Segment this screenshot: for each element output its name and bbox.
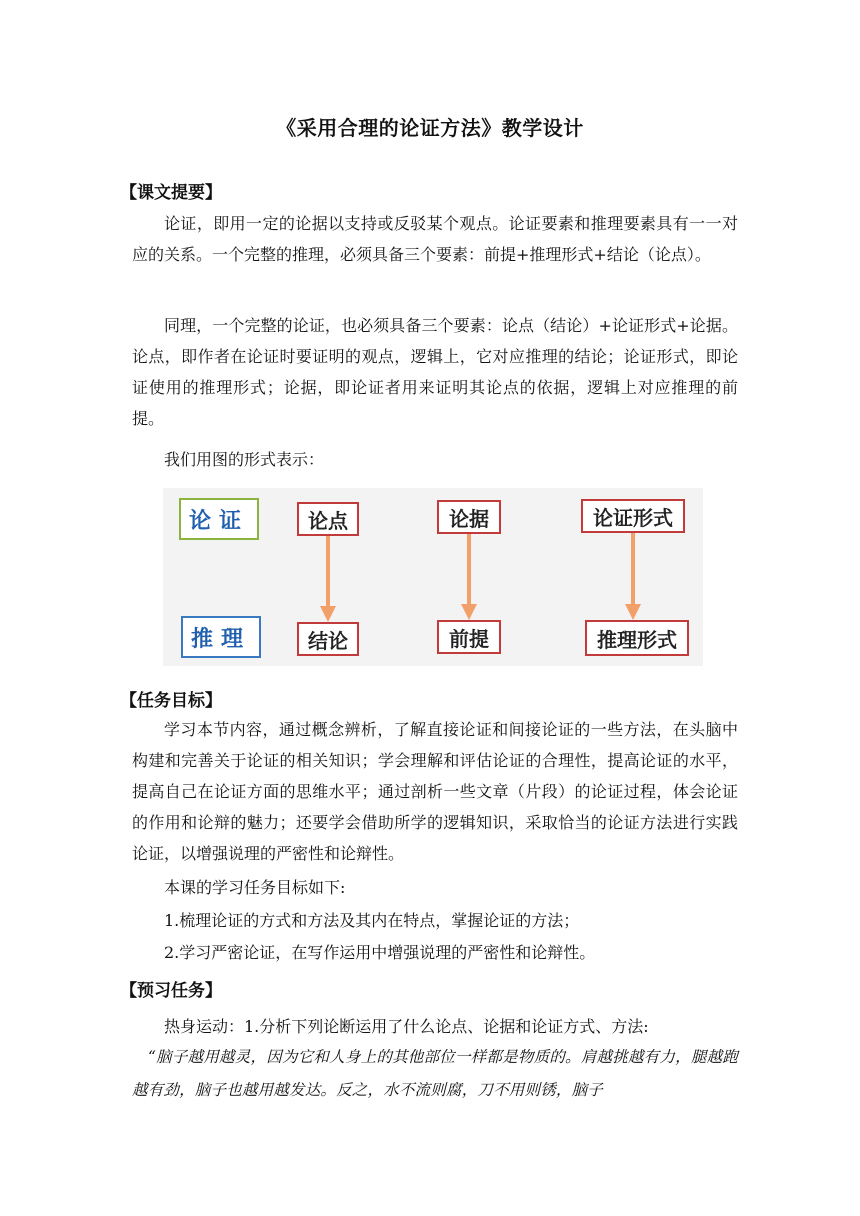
summary-paragraph-3: 我们用图的形式表示：: [164, 450, 325, 469]
preview-paragraph-1: 热身运动：1.分析下列论断运用了什么论点、论据和论证方式、方法:: [164, 1017, 649, 1036]
diagram-box-qianti: 前提: [437, 620, 501, 654]
diagram-box-tuili-xingshi: 推理形式: [585, 620, 689, 656]
diagram-box-lunju: 论据: [437, 500, 501, 534]
diagram-box-lunzheng-xingshi: 论证形式: [581, 499, 685, 533]
summary-paragraph-1: 论证，即用一定的论据以支持或反驳某个观点。论证要素和推理要素具有一一对应的关系。一个完整的推理，必须具备三个要素：前提+推理形式+结论（论点）。: [132, 214, 738, 264]
diagram-box-lundian: 论点: [297, 502, 359, 536]
heading-goals: 【任务目标】: [120, 691, 222, 711]
document-title: 《采用合理的论证方法》教学设计: [276, 116, 584, 140]
heading-summary: 【课文提要】: [120, 183, 222, 203]
argument-reasoning-diagram: [163, 488, 703, 666]
goals-item-2: 2.学习严密论证，在写作运用中增强说理的严密性和论辩性。: [164, 943, 596, 962]
heading-preview: 【预习任务】: [120, 981, 222, 1001]
arrow-down-icon: [320, 536, 336, 622]
summary-paragraph-2: 同理，一个完整的论证，也必须具备三个要素：论点（结论）+论证形式+论据。论点，即作者在论证时要证明的观点，逻辑上，它对应推理的结论；论证形式，即论证使用的推理形式；论据，即论证者用来证明其论点的依据，逻辑上对应推理的前提。: [132, 316, 738, 428]
arrow-down-icon: [461, 534, 477, 620]
preview-quote: “脑子越用越灵，因为它和人身上的其他部位一样都是物质的。肩越挑越有力，腿越跑越有劲，脑子也越用越发达。反之，水不流则腐，刀不用则锈，脑子: [132, 1048, 738, 1099]
goals-paragraph-2: 本课的学习任务目标如下:: [164, 878, 346, 897]
diagram-label-lunzheng: 论证: [179, 498, 259, 540]
goals-paragraph-1: 学习本节内容，通过概念辨析，了解直接论证和间接论证的一些方法，在头脑中构建和完善关于论证的相关知识；学会理解和评估论证的合理性，提高论证的水平，提高自己在论证方面的思维水平；通过剖析一些文章（片段）的论证过程，体会论证的作用和论辩的魅力；还要学会借助所学的逻辑知识，采取恰当的论证方法进行实践论证，以增强说理的严密性和论辩性。: [132, 720, 738, 863]
diagram-label-tuili: 推理: [181, 616, 261, 658]
arrow-down-icon: [625, 533, 641, 620]
goals-item-1: 1.梳理论证的方式和方法及其内在特点，掌握论证的方法；: [164, 911, 580, 930]
diagram-box-jielun: 结论: [297, 622, 359, 656]
